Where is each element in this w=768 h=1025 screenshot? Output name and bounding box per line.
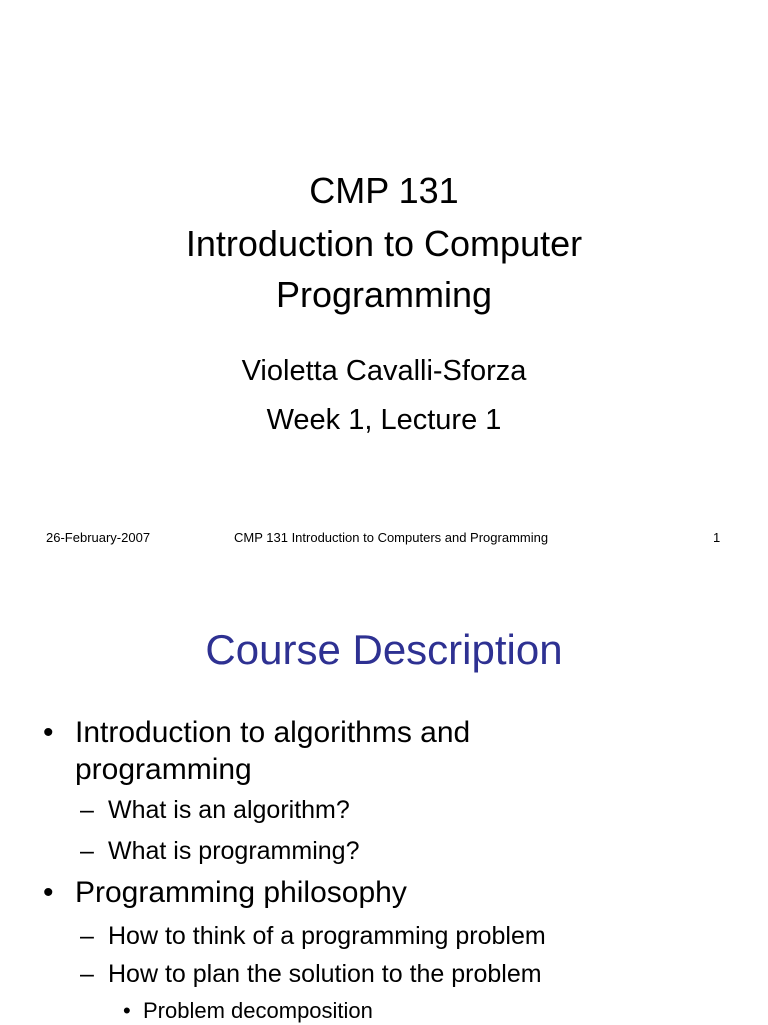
sub-bullet-text: How to think of a programming problem — [108, 922, 546, 950]
bullet-text: Introduction to algorithms and — [75, 716, 471, 749]
slide-title: Course Description — [205, 626, 563, 673]
sub-bullet-text: What is an algorithm? — [108, 796, 350, 824]
course-title-line-2: Programming — [275, 274, 493, 315]
sub-bullet-item — [80, 920, 546, 952]
bullet-marker: • — [43, 716, 54, 749]
dash-marker: – — [80, 960, 94, 988]
sub-bullet-item — [80, 835, 360, 867]
sub-bullet-text: How to plan the solution to the problem — [108, 960, 542, 988]
bullet-text: programming — [75, 753, 252, 786]
course-code: CMP 131 — [309, 170, 459, 211]
sub-bullet-item — [80, 794, 350, 826]
footer-date: 26-February-2007 — [46, 530, 151, 545]
small-bullet-marker: • — [123, 998, 131, 1023]
course-description-slide — [0, 570, 768, 1024]
sub-bullet-text: What is programming? — [108, 837, 360, 865]
bullet-marker: • — [43, 876, 54, 909]
footer-page-number: 1 — [713, 530, 721, 545]
author-name: Violetta Cavalli-Sforza — [241, 355, 527, 387]
sub-bullet-item — [80, 958, 542, 990]
footer-course: CMP 131 Introduction to Computers and Programming — [234, 530, 549, 545]
course-title-line-1: Introduction to Computer — [185, 223, 583, 264]
dash-marker: – — [80, 837, 94, 865]
bullet-item — [43, 714, 471, 751]
bullet-text: Programming philosophy — [75, 876, 407, 909]
bullet-item — [43, 874, 407, 911]
sub-sub-bullet-item — [123, 997, 373, 1025]
sub-sub-bullet-text: Problem decomposition — [143, 998, 373, 1023]
dash-marker: – — [80, 922, 94, 950]
lecture-session: Week 1, Lecture 1 — [266, 404, 502, 436]
bullet-continuation — [75, 751, 252, 788]
dash-marker: – — [80, 796, 94, 824]
